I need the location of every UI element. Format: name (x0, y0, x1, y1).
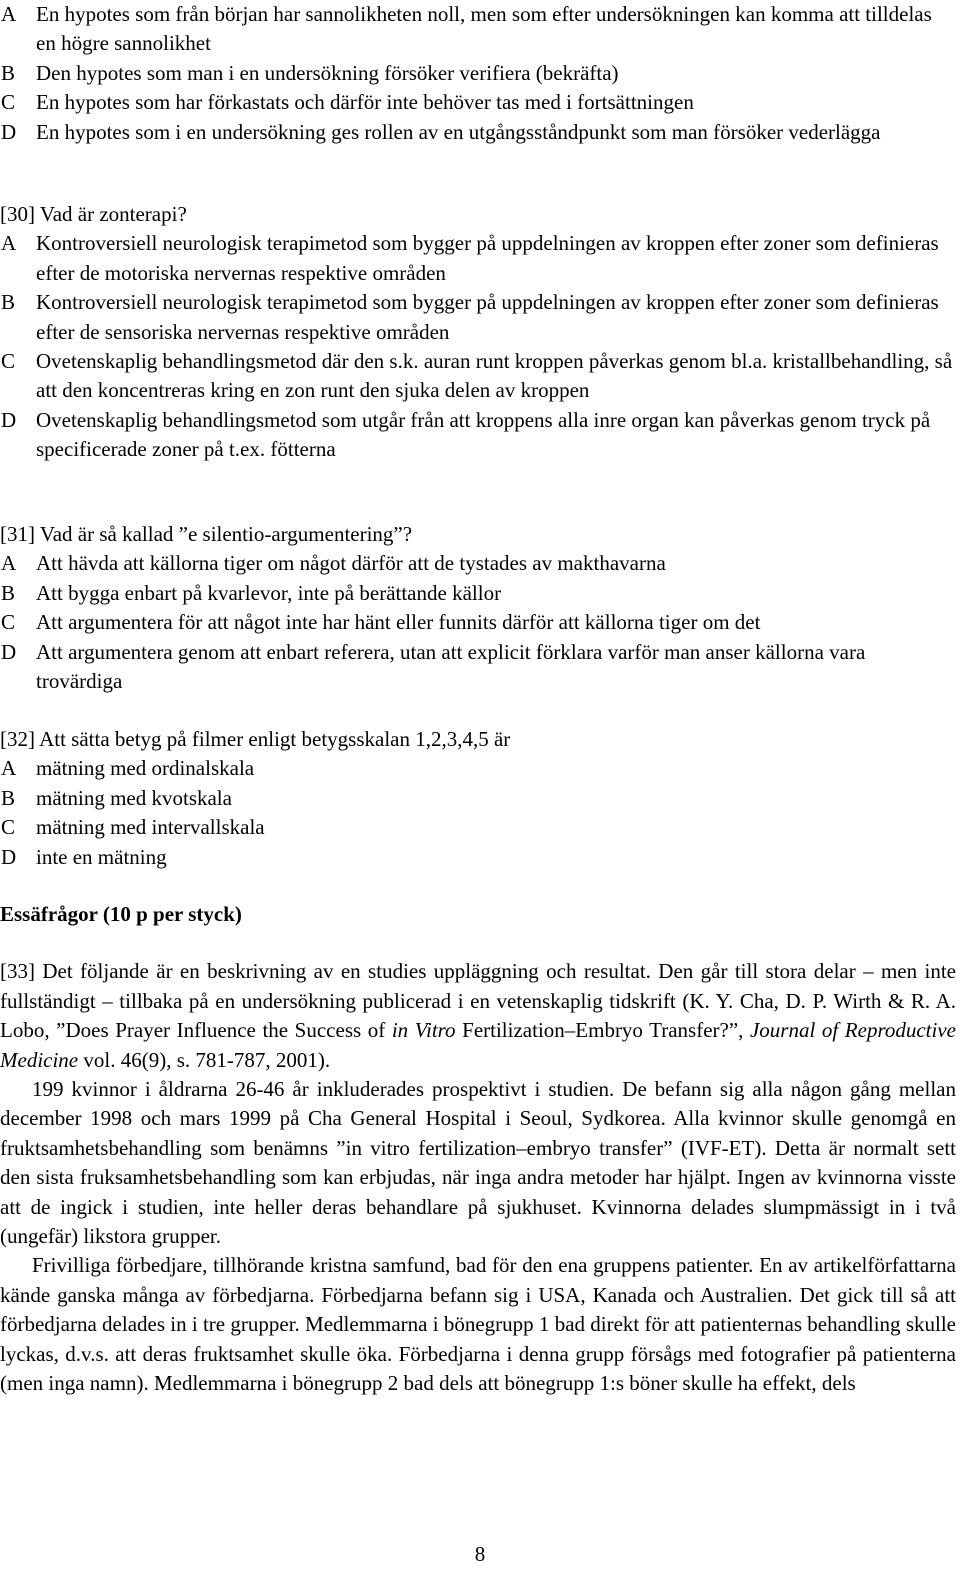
option-text: Att argumentera för att något inte har hänt eller funnits därför att källorna tiger om det (36, 610, 761, 635)
option-letter: C (1, 349, 16, 374)
option-row (0, 406, 960, 465)
question-text: [30] Vad är zonterapi? (0, 202, 187, 226)
option-row (0, 0, 960, 59)
option-text: En hypotes som har förkastats och därför inte behöver tas med i fortsättningen (36, 90, 694, 115)
option-letter: A (1, 2, 17, 26)
option-letter: C (1, 90, 16, 115)
question-30 (0, 200, 960, 465)
option-letter: D (1, 639, 17, 664)
option-text: Att bygga enbart på kvarlevor, inte på berättande källor (36, 580, 502, 605)
question-32 (0, 725, 960, 872)
option-text: mätning med ordinalskala (36, 756, 255, 781)
option-text: Den hypotes som man i en undersökning försöker verifiera (bekräfta) (36, 60, 619, 85)
option-row (0, 813, 960, 842)
option-row (0, 549, 960, 578)
journal-title: Journal of Reproductive Medicine (0, 1018, 956, 1072)
option-text: mätning med kvotskala (36, 785, 232, 810)
option-row (0, 229, 960, 288)
option-row (0, 608, 960, 637)
option-letter: A (1, 756, 17, 781)
option-row (0, 638, 960, 697)
paragraph: Frivilliga förbedjare, tillhörande kristna samfund, bad för den ena gruppens patienter. En av artikelförfattarna kände ganska många av förbedjarna. Förbedjarna befann sig i USA, Kanada och Australien. Det gick till så att förbedjarna delades in i tre grupper. Medlemmarna i bönegrupp 1 bad direkt för att patienternas behandling skulle lyckas, d.v.s. att deras fruktsamhet skulle öka. Förbedjarna i denna grupp försågs med fotografier på patienterna (men inga namn). Medlemmarna i bönegrupp 2 bad dels att bönegrupp 1:s böner skulle ha effekt, dels (0, 1253, 956, 1396)
option-row (0, 579, 960, 608)
option-row (0, 118, 960, 147)
option-text: mätning med intervallskala (36, 815, 265, 840)
option-letter: C (1, 815, 16, 840)
option-text: inte en mätning (36, 844, 167, 869)
option-letter: B (1, 785, 16, 810)
option-letter: D (1, 407, 17, 432)
option-letter: D (1, 844, 17, 869)
q29-options (0, 0, 960, 147)
option-text: Att argumentera genom att enbart referera, utan att explicit förklara varför man anser källorna vara trovärdiga (36, 639, 866, 694)
option-text: Att hävda att källorna tiger om något därför att de tystades av makthavarna (36, 551, 666, 576)
option-row (0, 843, 960, 872)
option-row (0, 754, 960, 783)
option-text: Ovetenskaplig behandlingsmetod där den s.k. auran runt kroppen påverkas genom bl.a. kristallbehandling, så att den koncentreras kring en zon runt den sjuka delen av kroppen (36, 349, 953, 403)
option-row (0, 347, 960, 406)
option-letter: A (1, 231, 17, 256)
option-row (0, 88, 960, 117)
option-text: En hypotes som i en undersökning ges rollen av en utgångsståndpunkt som man försöker vederlägga (36, 119, 881, 144)
option-text: En hypotes som från början har sannolikheten noll, men som efter undersökningen kan komma att tilldelas en högre sannolikhet (36, 2, 932, 56)
intro-text: vol. 46(9), s. 781-787, 2001). (78, 1047, 331, 1072)
page-number: 8 (474, 1542, 486, 1566)
option-text: Kontroversiell neurologisk terapimetod som bygger på uppdelningen av kroppen efter zoner som definieras efter de motoriska nervernas respektive områden (36, 231, 939, 285)
question-33-intro (0, 957, 960, 1075)
section-heading: Essäfrågor (10 p per styck) (0, 902, 242, 926)
question-31 (0, 520, 960, 696)
paragraph: 199 kvinnor i åldrarna 26-46 år inkluderades prospektivt i studien. De befann sig alla någon gång mellan december 1998 och mars 1999 på Cha General Hospital i Seoul, Sydkorea. Alla kvinnor skulle genomgå en fruktsamhetsbehandling som benämns ”in vitro fertilization–embryo transfer” (IVF-ET). Detta är normalt sett den sista fruksamhetsbehandling som kan erbjudas, när inga andra metoder har hjälpt. Ingen av kvinnorna visste att de ingick i studien, inte heller deras behandlare på sjukhuset. Kvinnorna delades slumpmässigt in i två (ungefär) likstora grupper. (0, 1077, 956, 1249)
option-row (0, 59, 960, 88)
essay-section (0, 900, 960, 1399)
option-text: Kontroversiell neurologisk terapimetod som bygger på uppdelningen av kroppen efter zoner som definieras efter de sensoriska nervernas respektive områden (36, 290, 939, 344)
intro-text: Fertilization–Embryo Transfer?”, (455, 1018, 750, 1043)
option-letter: A (1, 551, 17, 576)
intro-text: [33] Det följande är en beskrivning av en studies uppläggning och resultat. Den går till stora delar – men inte fullständigt – tillbaka på en undersökning publicerad i en vetenskaplig tidskrift (K. Y. Cha, D. P. Wirth & R. A. Lobo, ”Does Prayer Influence the Success of (0, 959, 956, 1043)
question-text: [32] Att sätta betyg på filmer enligt betygsskalan 1,2,3,4,5 är (0, 727, 511, 751)
question-text: [31] Vad är så kallad ”e silentio-argumentering”? (0, 522, 413, 546)
option-row (0, 784, 960, 813)
intro-italic: in Vitro (391, 1018, 456, 1043)
option-letter: B (1, 580, 16, 605)
option-row (0, 288, 960, 347)
option-text: Ovetenskaplig behandlingsmetod som utgår från att kroppens alla inre organ kan påverkas genom tryck på specificerade zoner på t.ex. fötterna (36, 407, 931, 462)
option-letter: B (1, 290, 16, 315)
option-letter: D (1, 119, 17, 144)
option-letter: B (1, 60, 16, 85)
option-letter: C (1, 610, 16, 635)
